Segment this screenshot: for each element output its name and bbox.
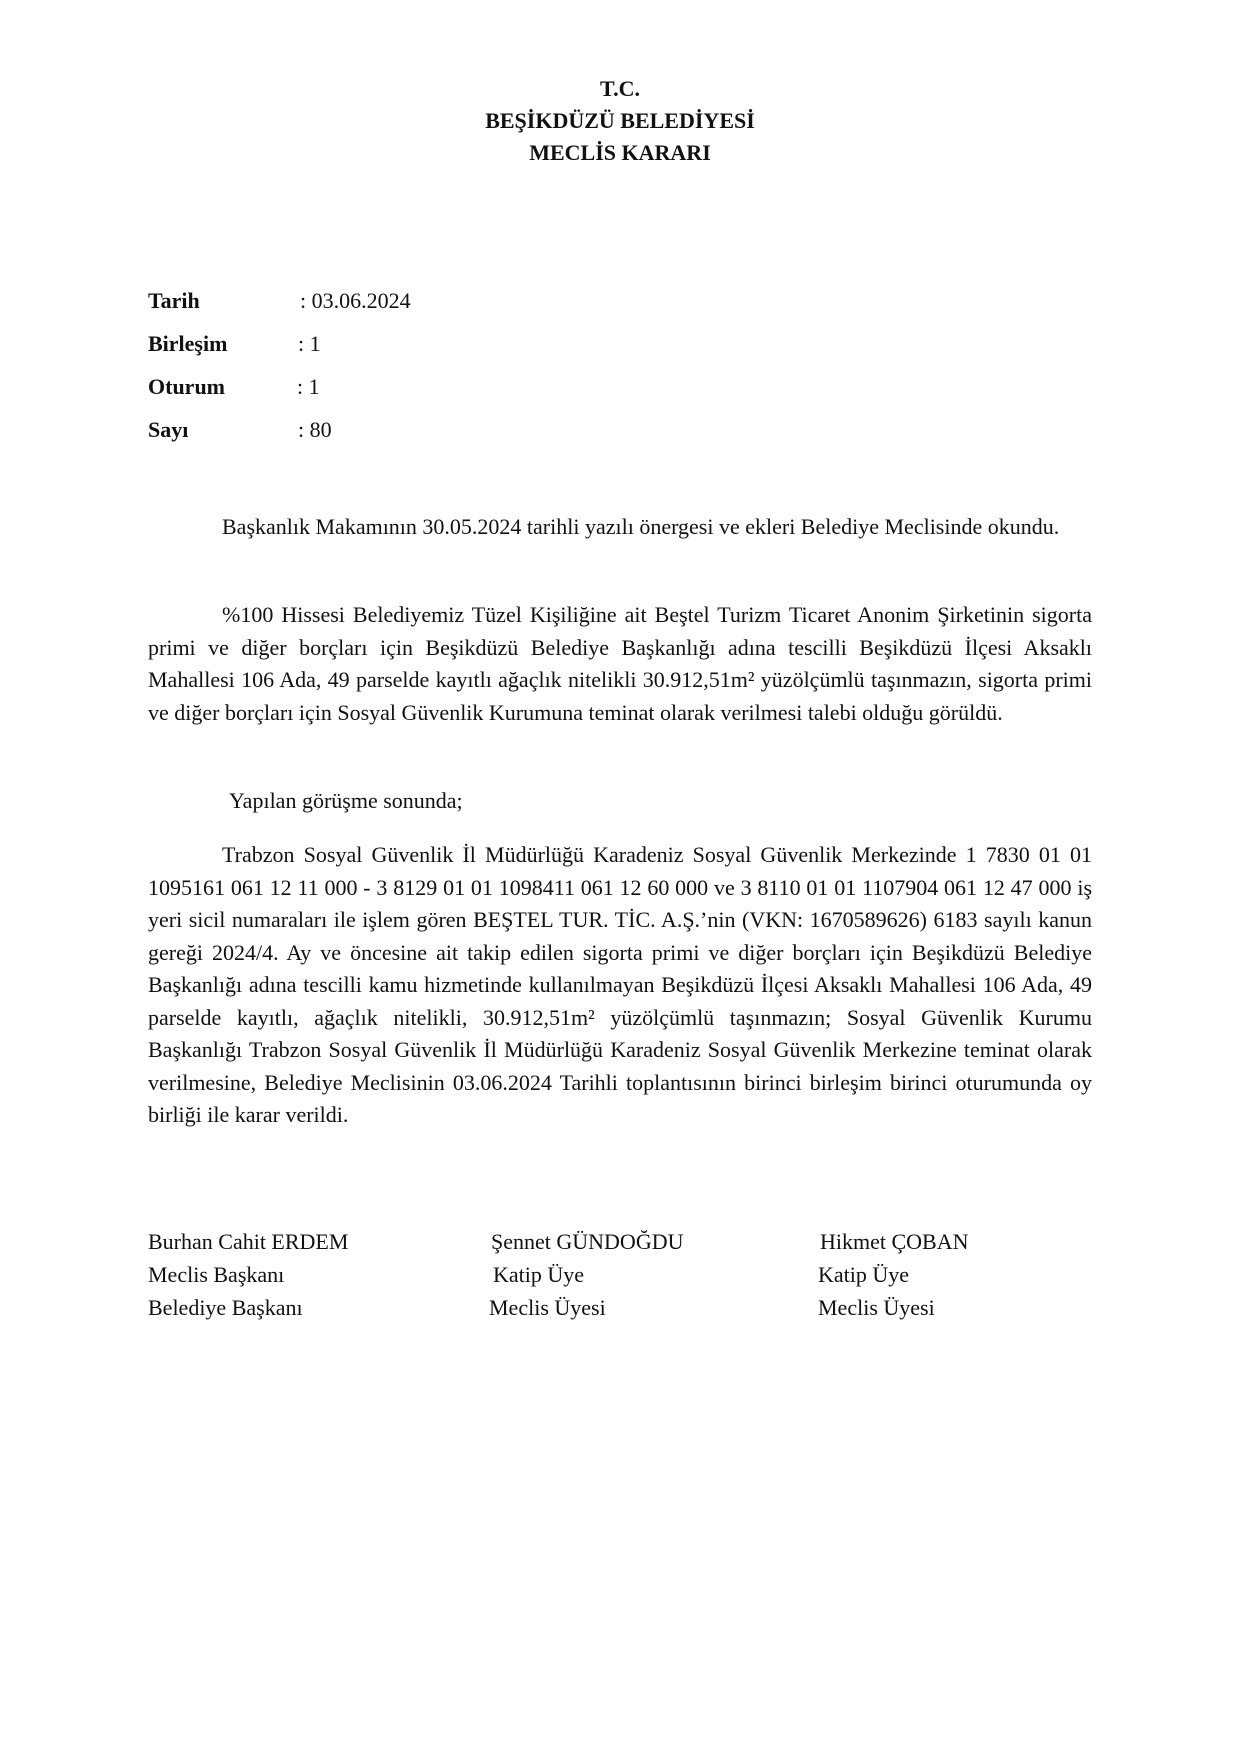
signatory-title: Meclis Başkanı xyxy=(148,1262,285,1287)
header-line-decision-title: MECLİS KARARI xyxy=(529,140,711,165)
meta-label: Tarih xyxy=(148,288,200,313)
meta-label: Oturum xyxy=(148,374,225,399)
paragraph-decision: Trabzon Sosyal Güvenlik İl Müdürlüğü Karadeniz Sosyal Güvenlik Merkezinde 1 7830 01 01 1095161 061 12 11 000 - 3 8129 01 01 1098411 061 12 60 000 ve 3 8110 01 01 1107904 061 12 47 000 iş yeri sicil numaraları ile işlem gören BEŞTEL TUR. TİC. A.Ş.’nin (VKN: 1670589626) 6183 sayılı kanun gereği 2024/4. Ay ve öncesine ait takip edilen sigorta primi ve diğer borçları için Beşikdüzü Belediye Başkanlığı adına tescilli kamu hizmetinde kullanılmayan Beşikdüzü İlçesi Aksaklı Mahallesi 106 Ada, 49 parselde kayıtlı, ağaçlık nitelikli, 30.912,51m² yüzölçümlü taşınmazın; Sosyal Güvenlik Kurumu Başkanlığı Trabzon Sosyal Güvenlik İl Müdürlüğü Karadeniz Sosyal Güvenlik Merkezine teminat olarak verilmesine, Belediye Meclisinin 03.06.2024 Tarihli toplantısının birinci birleşim birinci oturumunda oy birliği ile karar verildi. xyxy=(148,842,1092,1127)
signatory-name: Burhan Cahit ERDEM xyxy=(148,1229,349,1254)
signatory-role: Meclis Üyesi xyxy=(489,1295,606,1320)
document-header xyxy=(0,73,1240,169)
header-line-municipality: BEŞİKDÜZÜ BELEDİYESİ xyxy=(485,108,755,133)
signature-clerk-2 xyxy=(820,1225,969,1324)
signature-clerk-1 xyxy=(491,1225,683,1324)
signatory-role: Meclis Üyesi xyxy=(818,1295,935,1320)
meta-label: Sayı xyxy=(148,417,189,442)
meta-value: : 1 xyxy=(298,331,321,356)
meta-value: : 1 xyxy=(297,374,320,399)
paragraph-discussion: Yapılan görüşme sonunda; xyxy=(229,788,463,813)
signatory-role: Belediye Başkanı xyxy=(148,1295,303,1320)
signatory-name: Hikmet ÇOBAN xyxy=(820,1229,969,1254)
paragraph-request: %100 Hissesi Belediyemiz Tüzel Kişiliğine ait Beştel Turizm Ticaret Anonim Şirketinin sigorta primi ve diğer borçları için Beşikdüzü Belediye Başkanlığı adına tescilli Beşikdüzü İlçesi Aksaklı Mahallesi 106 Ada, 49 parselde kayıtlı ağaçlık nitelikli 30.912,51m² yüzölçümlü taşınmazın, sigorta primi ve diğer borçları için Sosyal Güvenlik Kurumuna teminat olarak verilmesi talebi olduğu görüldü. xyxy=(148,602,1092,725)
signature-president xyxy=(148,1225,348,1324)
meta-label: Birleşim xyxy=(148,331,228,356)
signatory-title: Katip Üye xyxy=(493,1262,585,1287)
header-line-tc: T.C. xyxy=(600,76,640,101)
meta-value: : 80 xyxy=(298,417,332,442)
signatory-title: Katip Üye xyxy=(818,1262,910,1287)
meta-value: : 03.06.2024 xyxy=(300,288,411,313)
paragraph-reading: Başkanlık Makamının 30.05.2024 tarihli yazılı önergesi ve ekleri Belediye Meclisinde okundu. xyxy=(222,514,1060,539)
signatory-name: Şennet GÜNDOĞDU xyxy=(491,1229,684,1254)
